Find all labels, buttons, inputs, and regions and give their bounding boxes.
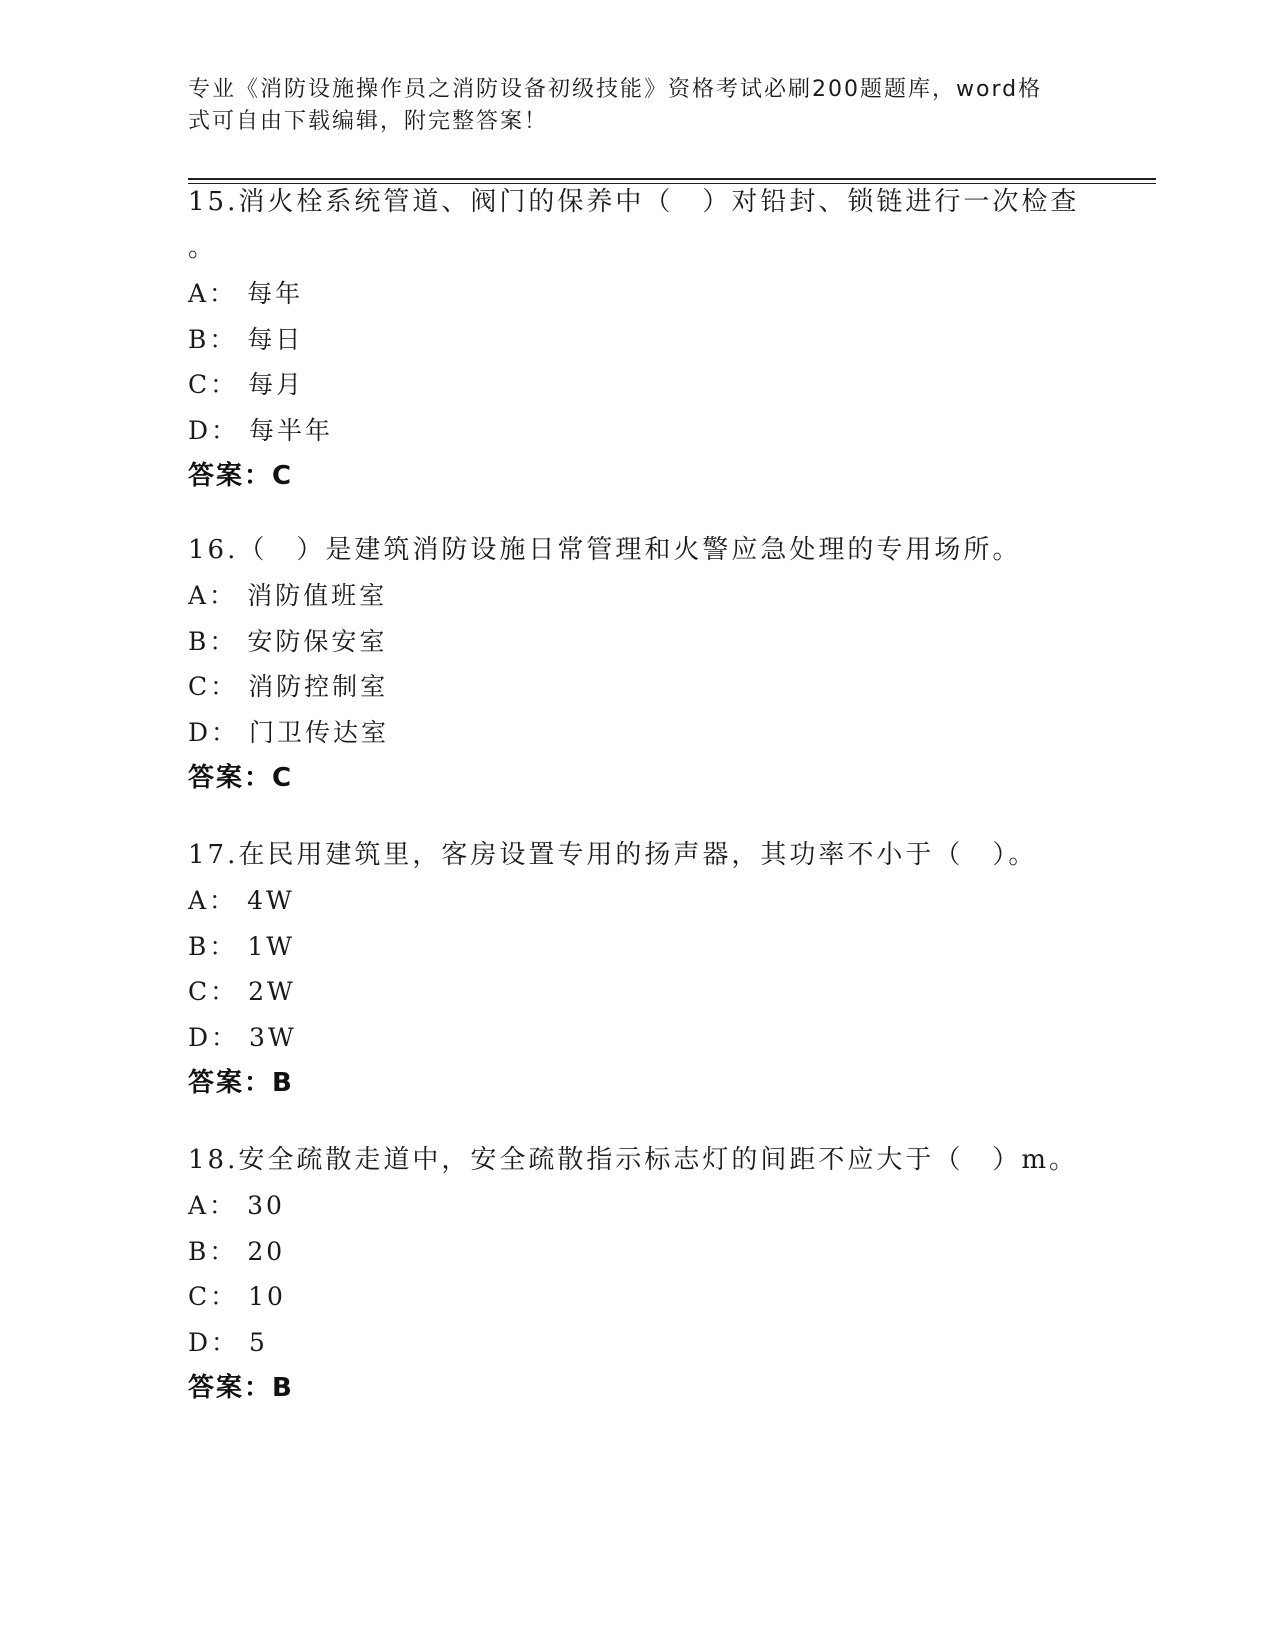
option-c [188,1274,1088,1320]
option-b [188,1229,1088,1275]
option-key: C： [188,672,239,702]
option-key: A： [188,1191,238,1220]
option-text: 30 [247,1191,285,1220]
question-stem: 16.（ ）是建筑消防设施日常管理和火警应急处理的专用场所。 [188,535,1022,565]
option-text: 每日 [247,324,304,354]
answer-line: 答案：B [188,1373,294,1404]
option-key: A： [188,886,238,915]
option-text: 门卫传达室 [249,717,390,747]
document-header [188,74,1068,138]
option-d [188,1015,1088,1061]
option-text: 每年 [247,279,304,308]
option-text: 消防控制室 [248,672,389,702]
question-17 [188,832,1088,1106]
option-key: B： [188,324,238,354]
option-b [188,619,1088,665]
option-text: 2W [248,977,296,1007]
option-text: 5 [249,1327,268,1357]
answer-line: 答案：B [188,1068,294,1099]
option-text: 20 [247,1236,286,1266]
option-a [188,1183,1088,1229]
option-text: 消防值班室 [247,581,388,610]
option-text: 1W [247,931,295,961]
header-line-1: 专业《消防设施操作员之消防设备初级技能》资格考试必刷200题题库，word格 [188,77,1043,102]
question-stem: 17.在民用建筑里，客房设置专用的扬声器，其功率不小于（ ）。 [188,840,1038,870]
option-a [188,573,1088,619]
option-key: D： [188,415,240,445]
option-a [188,271,1088,317]
option-key: C： [188,370,239,400]
option-key: B： [188,931,238,961]
option-b [188,317,1088,363]
question-stem: 15.消火栓系统管道、阀门的保养中（ ）对铅封、锁链进行一次检查 [188,187,1080,217]
option-key: A： [188,279,238,308]
option-a [188,878,1088,924]
option-key: D： [188,1022,240,1052]
option-key: C： [188,1282,239,1312]
option-key: B： [188,626,238,656]
option-d [188,710,1088,756]
option-text: 10 [248,1282,286,1312]
option-d [188,408,1088,454]
option-key: A： [188,581,238,610]
option-b [188,924,1088,970]
option-text: 每半年 [249,415,334,445]
answer-line: 答案：C [188,763,294,794]
option-key: D： [188,717,240,747]
option-c [188,969,1088,1015]
question-18 [188,1137,1088,1411]
option-text: 4W [247,886,295,915]
option-c [188,664,1088,710]
answer-line: 答案：C [188,461,294,492]
option-text: 3W [249,1022,297,1052]
option-c [188,362,1088,408]
header-line-2: 式可自由下载编辑，附完整答案！ [188,109,549,134]
option-text: 每月 [248,370,305,400]
option-text: 安防保安室 [247,626,388,656]
question-16 [188,527,1088,801]
option-key: D： [188,1327,240,1357]
option-d [188,1320,1088,1366]
option-key: C： [188,977,239,1007]
question-stem-continuation: 。 [188,233,218,263]
question-stem: 18.安全疏散走道中，安全疏散指示标志灯的间距不应大于（ ）m。 [188,1145,1079,1175]
question-15 [188,179,1088,499]
option-key: B： [188,1236,238,1266]
